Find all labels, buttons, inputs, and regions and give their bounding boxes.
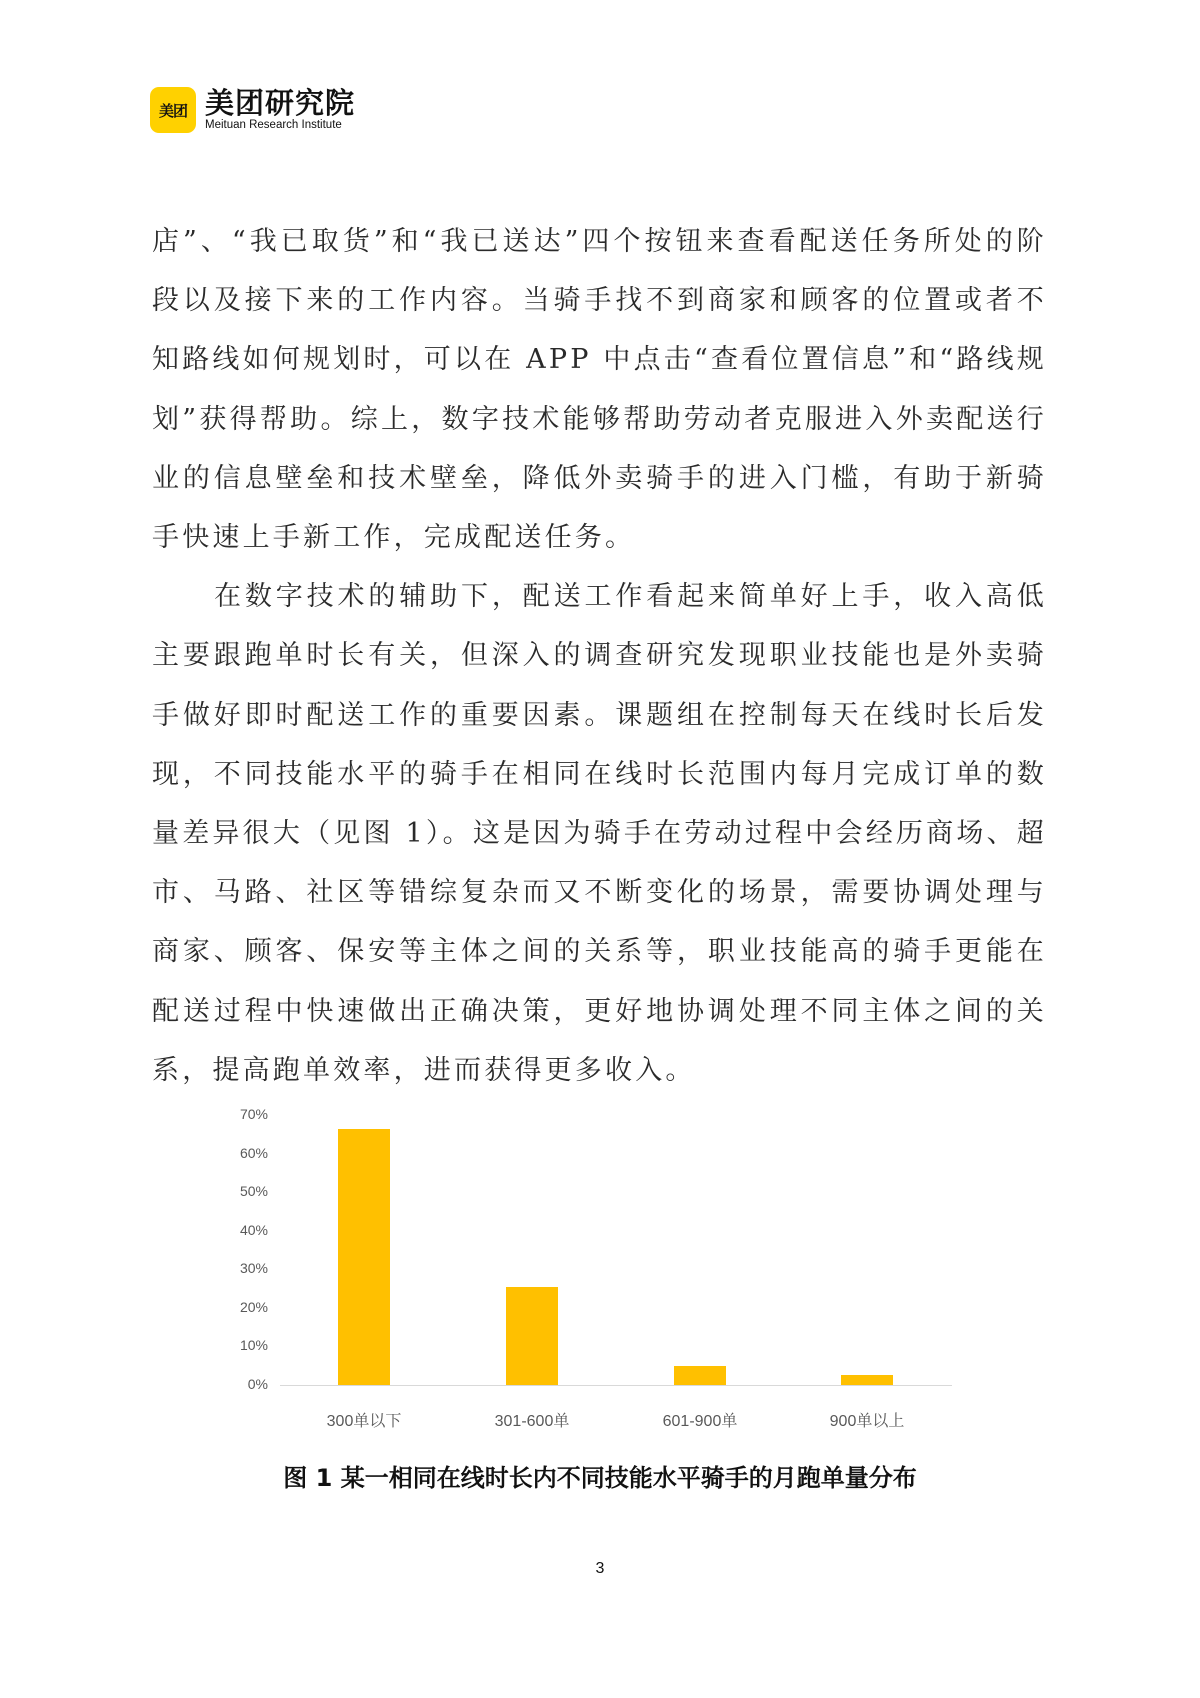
bar-2: [674, 1366, 726, 1385]
y-tick-label: 30%: [239, 1260, 268, 1277]
body-text: [152, 212, 1047, 1100]
figure-caption: 图 1 某一相同在线时长内不同技能水平骑手的月跑单量分布: [283, 1464, 917, 1492]
bar-1: [506, 1287, 558, 1385]
y-tick-label: 20%: [239, 1298, 268, 1315]
meituan-research-logo: [150, 86, 355, 134]
y-tick-label: 70%: [239, 1106, 268, 1122]
logo-text: [205, 88, 355, 132]
x-category-label: 300单以下: [326, 1413, 402, 1430]
y-tick-label: 60%: [239, 1144, 268, 1161]
bar-3: [841, 1375, 893, 1385]
x-category-label: 601-900单: [662, 1413, 738, 1430]
paragraph-1: 店”、“我已取货”和“我已送达”四个按钮来查看配送任务所处的阶段以及接下来的工作内容。当骑手找不到商家和顾客的位置或者不知路线如何规划时，可以在 APP 中点击“查看位置信息”和“路线规划”获得帮助。综上，数字技术能够帮助劳动者克服进入外卖配送行业的信息壁垒和技术壁垒，降低外卖骑手的进入门槛，有助于新骑手快速上手新工作，完成配送任务。: [152, 226, 1048, 554]
meituan-logo-icon: 美团: [150, 87, 196, 133]
page-number: 3: [595, 1560, 605, 1577]
y-tick-label: 50%: [239, 1183, 268, 1200]
y-tick-label: 0%: [247, 1376, 268, 1392]
x-axis-line: [280, 1385, 952, 1386]
y-tick-label: 40%: [239, 1221, 268, 1238]
org-name-en: Meituan Research Institute: [205, 119, 342, 131]
x-category-label: 301-600单: [494, 1413, 570, 1430]
y-tick-label: 10%: [239, 1337, 268, 1354]
bar-0: [338, 1129, 390, 1386]
paragraph-2: 在数字技术的辅助下，配送工作看起来简单好上手，收入高低主要跟跑单时长有关，但深入的调查研究发现职业技能也是外卖骑手做好即时配送工作的重要因素。课题组在控制每天在线时长后发现，不同技能水平的骑手在相同在线时长范围内每月完成订单的数量差异很大（见图 1）。这是因为骑手在劳动过程中会经历商场、超市、马路、社区等错综复杂而又不断变化的场景，需要协调处理与商家、顾客、保安等主体之间的关系等，职业技能高的骑手更能在配送过程中快速做出正确决策，更好地协调处理不同主体之间的关系，提高跑单效率，进而获得更多收入。: [152, 581, 1047, 1086]
org-name-cn: 美团研究院: [205, 86, 356, 120]
x-category-label: 900单以上: [829, 1413, 905, 1430]
